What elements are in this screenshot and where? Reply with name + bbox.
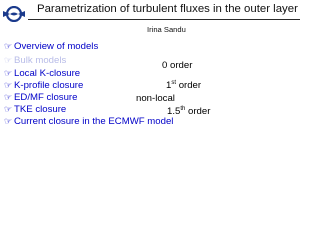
- bullet-overview-of-models: [4, 41, 98, 52]
- slide-title: Parametrization of turbulent fluxes in the outer layer: [37, 3, 298, 15]
- pointing-hand-icon: ☞: [4, 104, 13, 114]
- one-half-order-suffix: th: [180, 106, 186, 112]
- bullet-label: K-profile closure: [14, 80, 84, 91]
- bullet-label: ED/MF closure: [14, 92, 78, 103]
- bullet-label: Current closure in the ECMWF model: [14, 116, 174, 127]
- annotation-zero-order: 0 order: [162, 60, 193, 71]
- author-name: Irina Sandu: [147, 25, 186, 34]
- bullet-ed-mf-closure: [4, 92, 77, 103]
- bullet-current-closure-ecmwf: [4, 116, 173, 127]
- first-order-suffix: st: [171, 80, 177, 86]
- pointing-hand-icon: ☞: [4, 55, 13, 65]
- annotation-non-local: non-local: [136, 93, 175, 104]
- first-order-word: order: [178, 80, 202, 91]
- ecmwf-logo: [3, 6, 25, 22]
- bullet-label: Overview of models: [14, 41, 99, 52]
- bullet-label: Bulk models: [14, 55, 67, 66]
- pointing-hand-icon: ☞: [4, 80, 13, 90]
- pointing-hand-icon: ☞: [4, 92, 13, 102]
- one-half-order-number: 1.5: [167, 106, 181, 117]
- bullet-label: Local K-closure: [14, 68, 81, 79]
- bullet-label: TKE closure: [14, 104, 67, 115]
- pointing-hand-icon: ☞: [4, 41, 13, 51]
- title-divider: [28, 19, 300, 20]
- bullet-bulk-models: [4, 55, 66, 66]
- first-order-number: 1: [166, 80, 172, 91]
- pointing-hand-icon: ☞: [4, 68, 13, 78]
- bullet-k-profile-closure: [4, 80, 83, 91]
- annotation-first-order: [166, 78, 201, 91]
- bullet-local-k-closure: [4, 68, 80, 79]
- bullet-tke-closure: [4, 104, 66, 115]
- pointing-hand-icon: ☞: [4, 116, 13, 126]
- one-half-order-word: order: [188, 106, 211, 117]
- annotation-one-half-order: [167, 104, 210, 117]
